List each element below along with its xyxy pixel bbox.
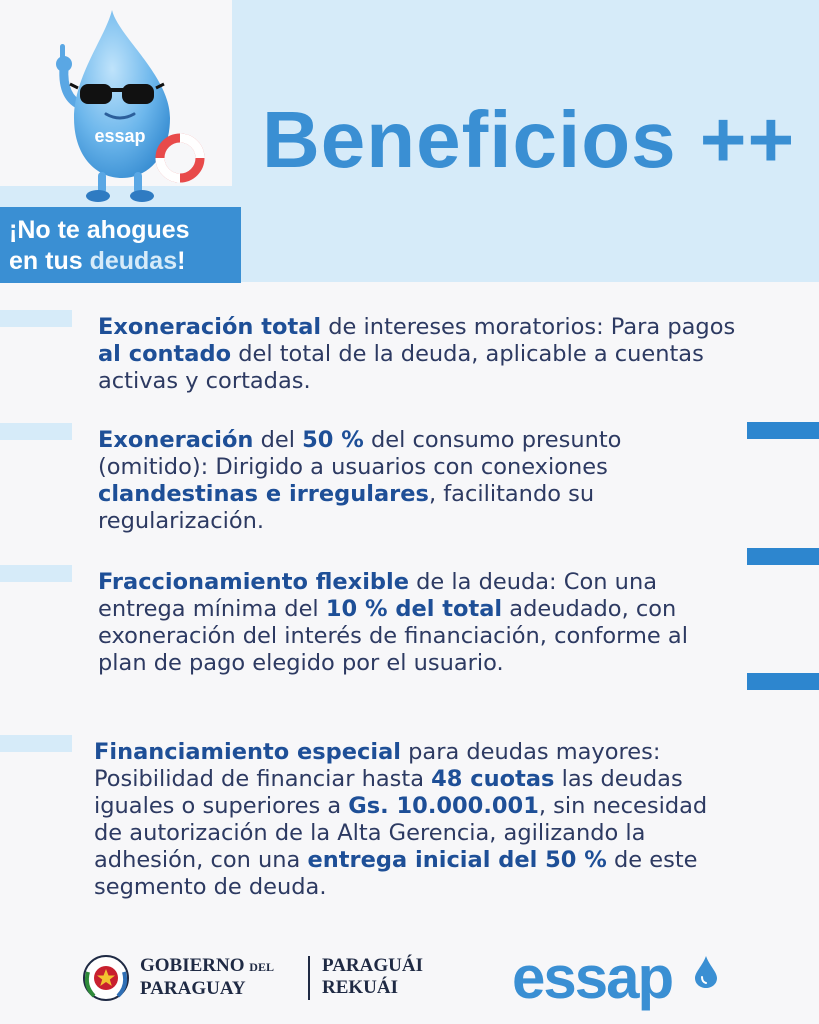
benefit-4-bold-4: entrega inicial del 50 %	[307, 847, 607, 873]
gov-line-2: PARAGUAY	[140, 978, 246, 999]
benefit-4-text-2: las deudas iguales o superiores a	[94, 766, 683, 819]
benefit-3-text-2: adeudado, con exoneración del interés de financiación, conforme al plan de pago elegido por el usuario.	[98, 596, 688, 676]
benefit-4-bold-3: Gs. 10.000.001	[348, 793, 539, 819]
benefit-2-text-3: , facilitando su regularización.	[98, 481, 595, 534]
benefit-item-3	[98, 569, 738, 677]
benefit-1-bold-2: al contado	[98, 341, 232, 367]
benefit-2-bold-3: clandestinas e irregulares	[98, 481, 429, 507]
slogan-tag	[0, 207, 241, 283]
water-drop-icon	[693, 955, 719, 989]
paraguai-rekuai-text	[322, 955, 423, 999]
footer-divider	[308, 956, 310, 1000]
benefit-3-text-1: de la deuda: Con una entrega mínima del	[98, 569, 657, 622]
water-drop-mascot-image	[40, 6, 220, 206]
decor-bar-right-2	[747, 548, 819, 565]
slogan-line-1: ¡No te ahogues	[9, 216, 190, 244]
decor-bar-left-3	[0, 565, 72, 582]
benefit-4-text-1: para deudas mayores: Posibilidad de financiar hasta	[94, 739, 661, 792]
mascot-panel	[0, 0, 232, 186]
gov-word-del: DEL	[249, 960, 274, 974]
decor-bar-left-4	[0, 735, 72, 752]
slogan-line-2	[9, 246, 241, 277]
benefit-4-bold-2: 48 cuotas	[431, 766, 555, 792]
benefit-3-bold-2: 10 % del total	[325, 596, 503, 622]
benefit-1-text-1: de intereses moratorios: Para pagos	[321, 314, 736, 340]
benefit-item-1	[98, 314, 738, 395]
benefit-4-text-4: de este segmento de deuda.	[94, 847, 698, 900]
benefit-2-bold-2: 50 %	[302, 427, 364, 453]
decor-bar-left-2	[0, 423, 72, 440]
slogan-line-2-start: en tus	[9, 247, 90, 275]
mascot-badge-text: essap	[94, 126, 146, 146]
decor-bar-right-1	[747, 422, 819, 439]
benefit-1-bold-1: Exoneración total	[98, 314, 322, 340]
government-logo	[80, 952, 460, 1004]
slogan-highlight-word: deudas	[89, 247, 178, 275]
paraguai-line: PARAGUÁI	[322, 955, 423, 976]
gov-text	[140, 955, 274, 1000]
benefit-1-text-2: del total de la deuda, aplicable a cuentas activas y cortadas.	[98, 341, 704, 394]
decor-bar-left-1	[0, 310, 72, 327]
rekuai-line: REKUÁI	[322, 977, 399, 998]
benefit-2-bold-1: Exoneración	[98, 427, 254, 453]
coat-of-arms-icon	[80, 952, 132, 1004]
benefit-3-bold-1: Fraccionamiento flexible	[98, 569, 409, 595]
benefit-2-text-2: del consumo presunto (omitido): Dirigido a usuarios con conexiones	[98, 427, 622, 480]
essap-logo: essap	[512, 944, 673, 1011]
page-title: Beneficios ++	[262, 95, 796, 184]
benefit-item-4	[94, 739, 734, 901]
decor-bar-right-3	[747, 673, 819, 690]
benefit-4-text-3: , sin necesidad de autorización de la Alta Gerencia, agilizando la adhesión, con una	[94, 793, 708, 873]
gov-word-gobierno: GOBIERNO	[140, 955, 245, 976]
slogan-line-2-end: !	[177, 247, 186, 275]
benefit-4-bold-1: Financiamiento especial	[94, 739, 401, 765]
gov-line-1	[140, 955, 274, 978]
benefit-item-2	[98, 427, 738, 535]
benefit-2-text-1: del	[253, 427, 303, 453]
